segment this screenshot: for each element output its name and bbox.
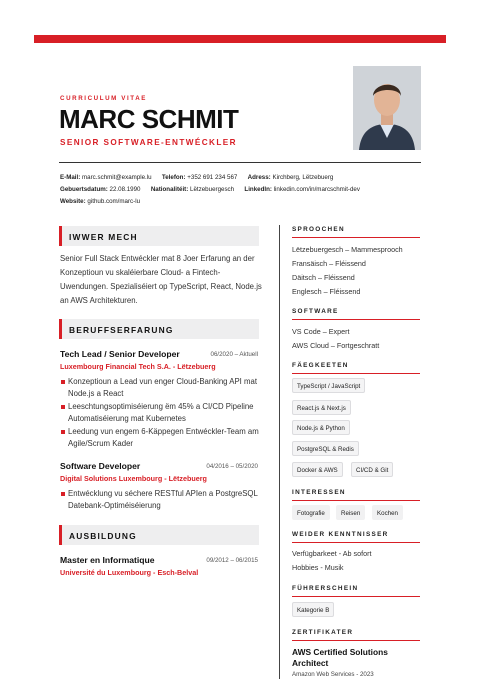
job-title-2: Software Developer: [60, 461, 141, 471]
contact-row-1: E-Mail: marc.schmit@example.lu Telefon: +352 691 234 567 Adress: Kirchberg, Lëtzebuerg: [60, 174, 334, 181]
nationality-value: Lëtzebuergesch: [190, 186, 235, 193]
section-heading-experience: BERUFFSERFARUNG: [59, 319, 259, 339]
sidebar-heading-software: SOFTWARE: [292, 308, 420, 320]
language-item: Englesch – Fléissend: [292, 287, 361, 296]
job-company-2: Digital Solutions Luxembourg - Lëtzebuerg: [60, 474, 207, 483]
list-item: Konzeptioun a Lead vun enger Cloud-Banking API mat Node.js a React: [60, 376, 265, 399]
list-item: Leedung vun engem 6-Käppegen Entwéckler-Team am Agile/Scrum Kader: [60, 426, 265, 449]
skill-tag: Node.js & Python: [292, 420, 350, 435]
phone-value: +352 691 234 567: [187, 174, 238, 181]
job-company-1: Luxembourg Financial Tech S.A. - Lëtzebuerg: [60, 362, 216, 371]
section-heading-profile: IWWER MECH: [59, 226, 259, 246]
sidebar-heading-license: FÜHRERSCHEIN: [292, 585, 420, 597]
skill-tag: Docker & AWS: [292, 462, 343, 477]
birth-value: 22.08.1990: [109, 186, 141, 193]
language-item: Fransäisch – Fléissend: [292, 259, 366, 268]
sidebar-heading-certificates: ZERTIFIKATER: [292, 629, 420, 641]
language-item: Däitsch – Fléissend: [292, 273, 355, 282]
sidebar-heading-skills: FÄEGKEETEN: [292, 362, 420, 374]
skill-tag: CI/CD & Git: [351, 462, 393, 477]
job-date-2: 04/2016 – 05/2020: [206, 463, 258, 470]
section-heading-education: AUSBILDUNG: [59, 525, 259, 545]
contact-row-3: Website: github.com/marc-lu: [60, 198, 141, 205]
top-accent-bar: [34, 35, 446, 43]
sidebar-heading-languages: SPROOCHEN: [292, 226, 420, 238]
interest-tag: Fotografie: [292, 505, 330, 520]
certificate-issuer: Amazon Web Services - 2023: [292, 671, 374, 678]
website-value[interactable]: github.com/marc-lu: [87, 198, 141, 205]
sidebar-heading-other: WEIDER KENNTNISSER: [292, 531, 420, 543]
linkedin-value[interactable]: linkedin.com/in/marcschmit-dev: [273, 186, 360, 193]
profile-text: Senior Full Stack Entwéckler mat 8 Joer Erfarung an der Konzeptioun vu skaléierbare Cloud- a Fintech-Uwendungen. Spezialiséiert op TypeScript, React, Node.js an AWS Architekturen.: [60, 254, 262, 305]
header-divider: [59, 162, 421, 163]
sidebar-heading-interests: INTERESSEN: [292, 489, 420, 501]
job-role: SENIOR SOFTWARE-ENTWÉCKLER: [60, 138, 237, 147]
email-value[interactable]: marc.schmit@example.lu: [82, 174, 152, 181]
degree-school: Université du Luxembourg - Esch-Belval: [60, 568, 199, 577]
list-item: Leeschtungsoptimiséierung ëm 45% a CI/CD Pipeline Automatiséierung mat Kubernetes: [60, 401, 265, 424]
address-value: Kirchberg, Lëtzebuerg: [272, 174, 334, 181]
skill-tag: PostgreSQL & Redis: [292, 441, 359, 456]
interest-tag: Kochen: [372, 505, 403, 520]
language-item: Lëtzebuergesch – Mammesprooch: [292, 245, 403, 254]
list-item: Entwécklung vu séchere RESTful APIen a PostgreSQL Datebank-Optiméiséierung: [60, 488, 265, 511]
other-item: Verfügbarkeet - Ab sofort: [292, 549, 372, 558]
job-bullets-1: [60, 376, 265, 451]
profile-photo: [353, 66, 421, 150]
skill-tag: TypeScript / JavaScript: [292, 378, 365, 393]
license-tag: Kategorie B: [292, 602, 334, 617]
degree-title: Master en Informatique: [60, 555, 155, 565]
skill-tag: React.js & Next.js: [292, 400, 351, 415]
cv-kicker: CURRICULUM VITAE: [60, 95, 148, 102]
contact-row-2: Gebuertsdatum: 22.08.1990 Nationalitéit: Lëtzebuergesch LinkedIn: linkedin.com/in/marcschmit-dev: [60, 186, 360, 193]
job-date-1: 06/2020 – Aktuell: [210, 351, 258, 358]
software-item: AWS Cloud – Fortgeschratt: [292, 341, 380, 350]
column-divider: [279, 225, 280, 679]
degree-date: 09/2012 – 06/2015: [206, 557, 258, 564]
interest-tag: Reisen: [336, 505, 365, 520]
software-item: VS Code – Expert: [292, 327, 350, 336]
job-bullets-2: [60, 488, 265, 513]
certificate-title: AWS Certified Solutions Architect: [292, 647, 388, 668]
person-name: MARC SCHMIT: [59, 104, 239, 134]
other-item: Hobbies - Musik: [292, 563, 344, 572]
job-title-1: Tech Lead / Senior Developer: [60, 349, 180, 359]
